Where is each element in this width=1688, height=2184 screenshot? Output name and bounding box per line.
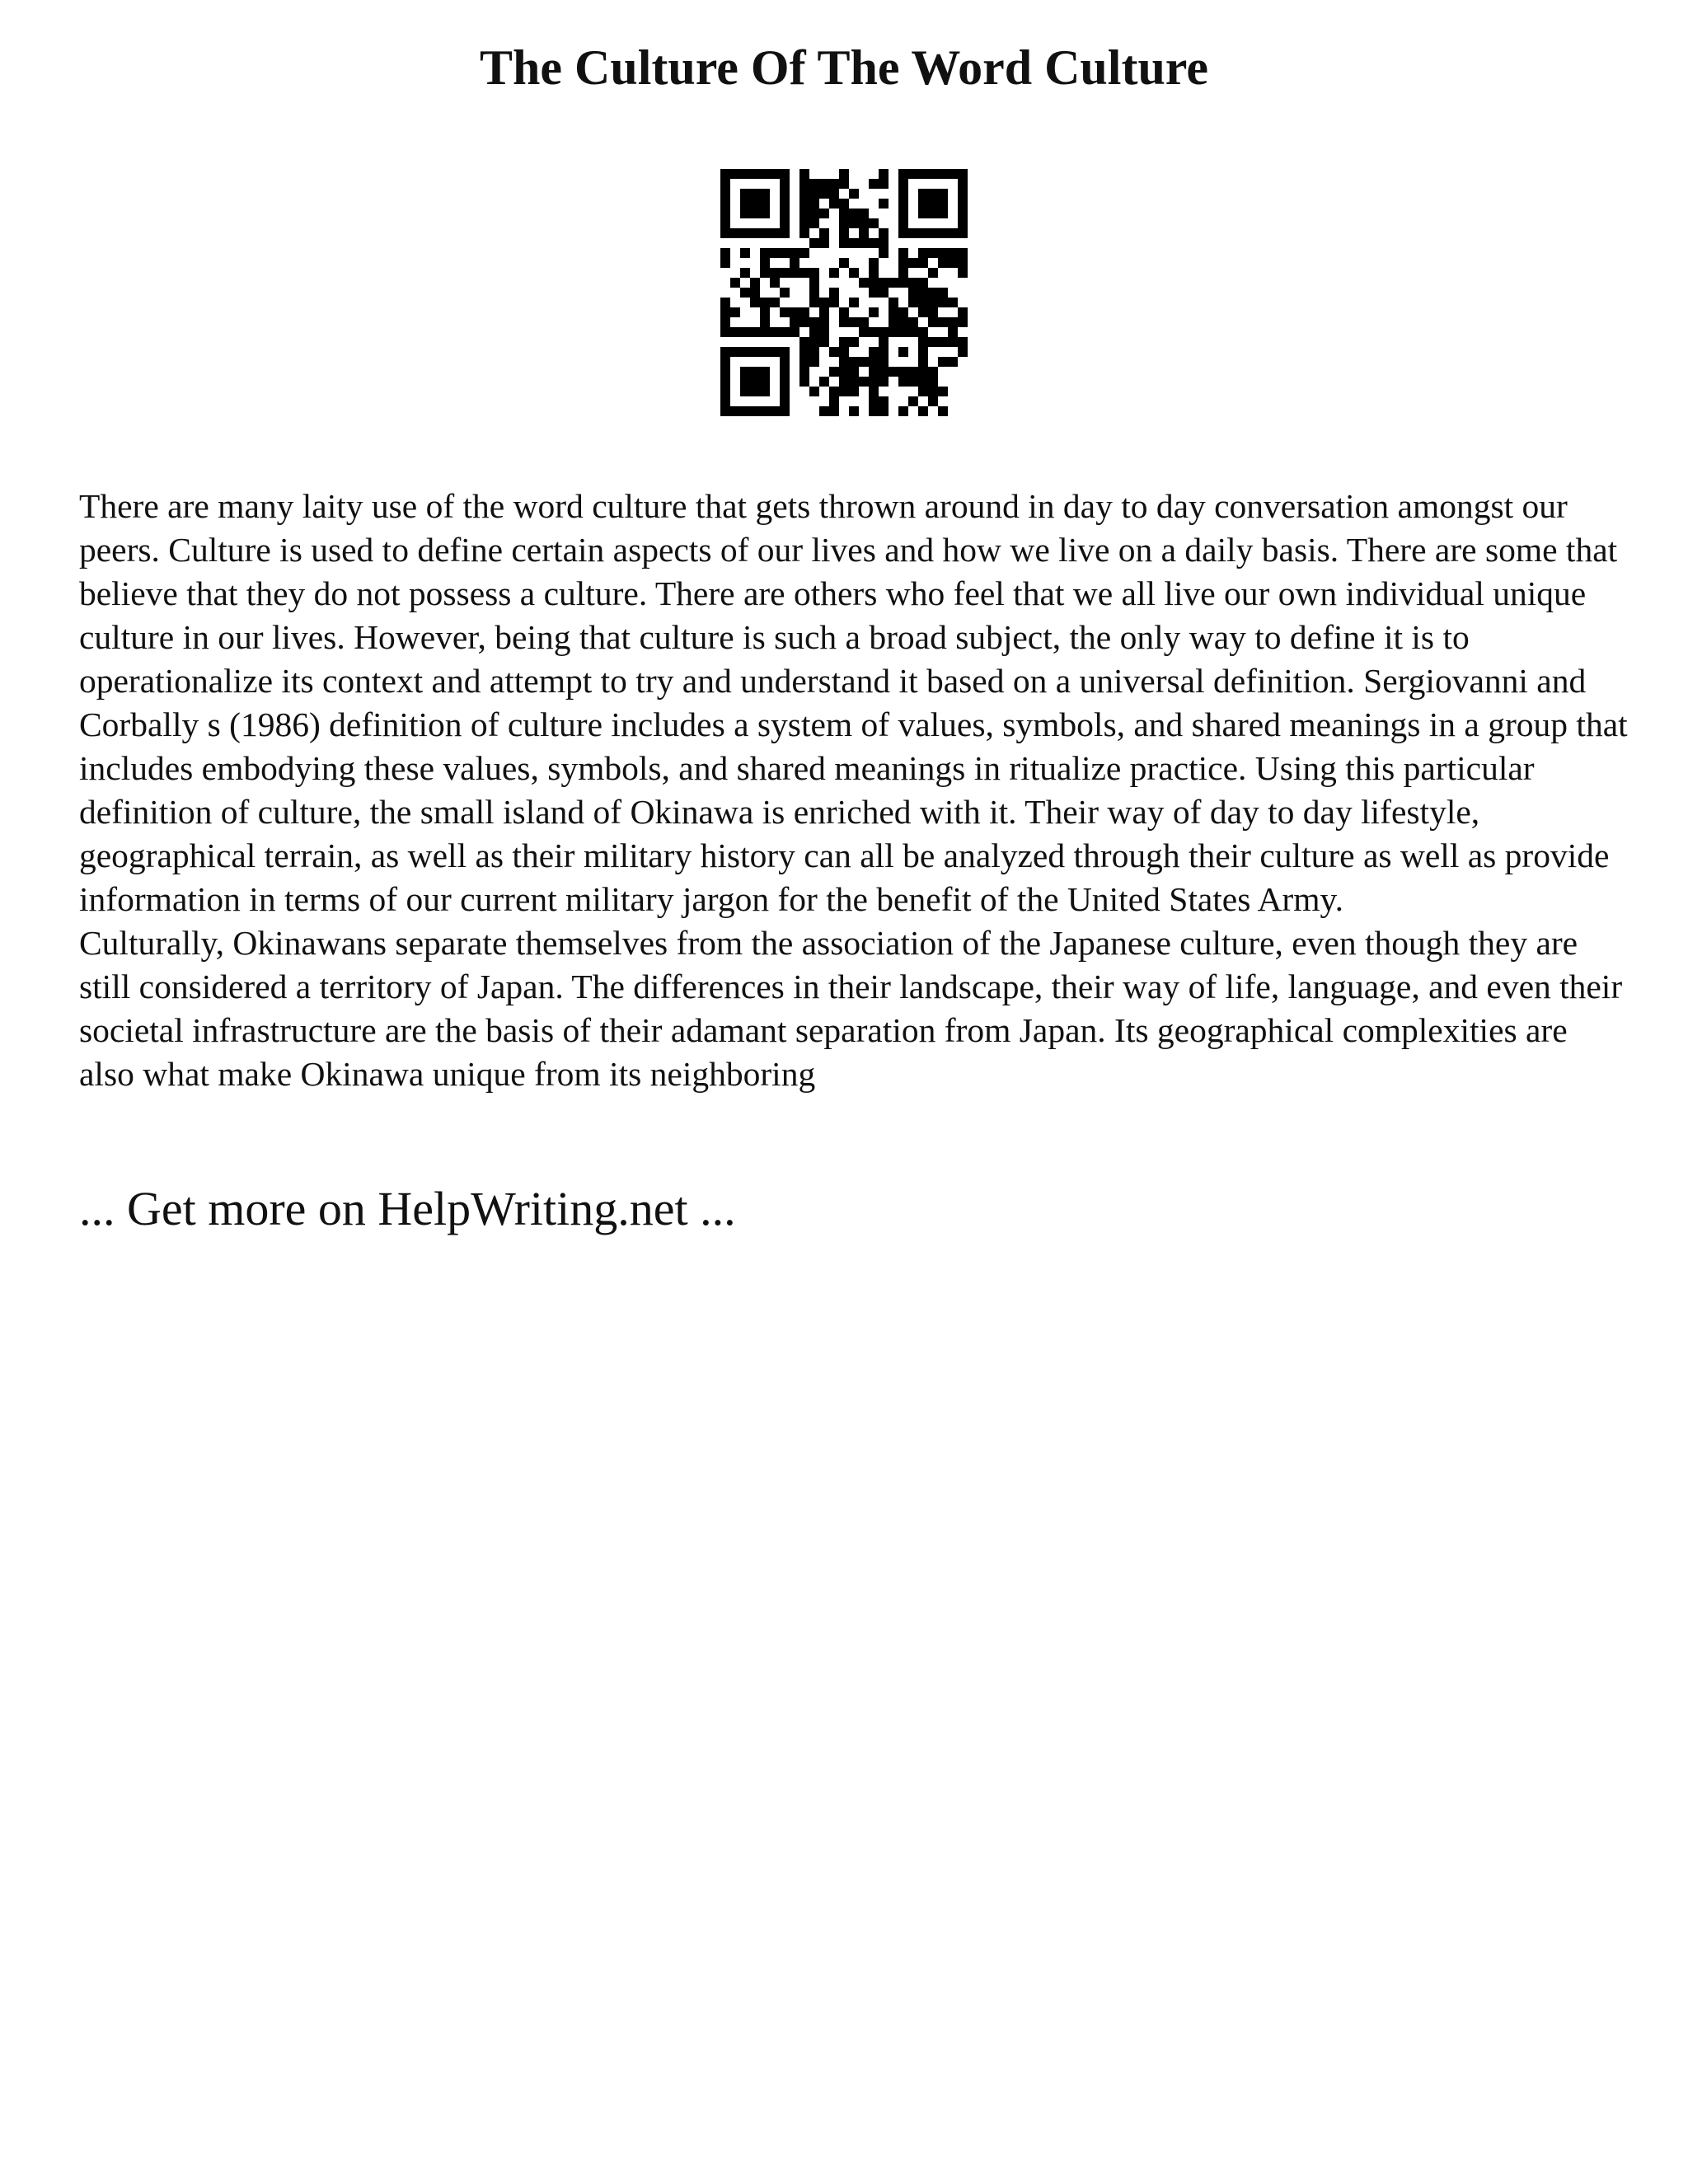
body-paragraph-2: Culturally, Okinawans separate themselves from the association of the Japanese culture, even though they are still considered a territory of Japan. The differences in their landscape, their way of life, language, and even their societal infrastructure are the basis of their adamant separation from Japan. Its geographical complexities are also what make Okinawa unique from its neighboring xyxy=(79,924,1623,1093)
document-title: The Culture Of The Word Culture xyxy=(479,40,1208,95)
body-paragraph-1: There are many laity use of the word culture that gets thrown around in day to day conversation amongst our peers. Culture is used to define certain aspects of our lives and how we live on a daily basis. There are some that believe that they do not possess a culture. There are others who feel that we all live our own individual unique culture in our lives. However, being that culture is such a broad subject, the only way to define it is to operationalize its context and attempt to try and understand it based on a universal definition. Sergiovanni and Corbally s (1986) definition of culture includes a system of values, symbols, and shared meanings in a group that includes embodying these values, symbols, and shared meanings in ritualize practice. Using this particular definition of culture, the small island of Okinawa is enriched with it. Their way of day to day lifestyle, geographical terrain, as well as their military history can all be analyzed through their culture as well as provide information in terms of our current military jargon for the benefit of the United States Army. xyxy=(79,487,1628,918)
document-body xyxy=(79,485,1629,1096)
qr-code-icon xyxy=(720,169,968,416)
get-more-link[interactable]: ... Get more on HelpWriting.net ... xyxy=(79,1182,736,1235)
